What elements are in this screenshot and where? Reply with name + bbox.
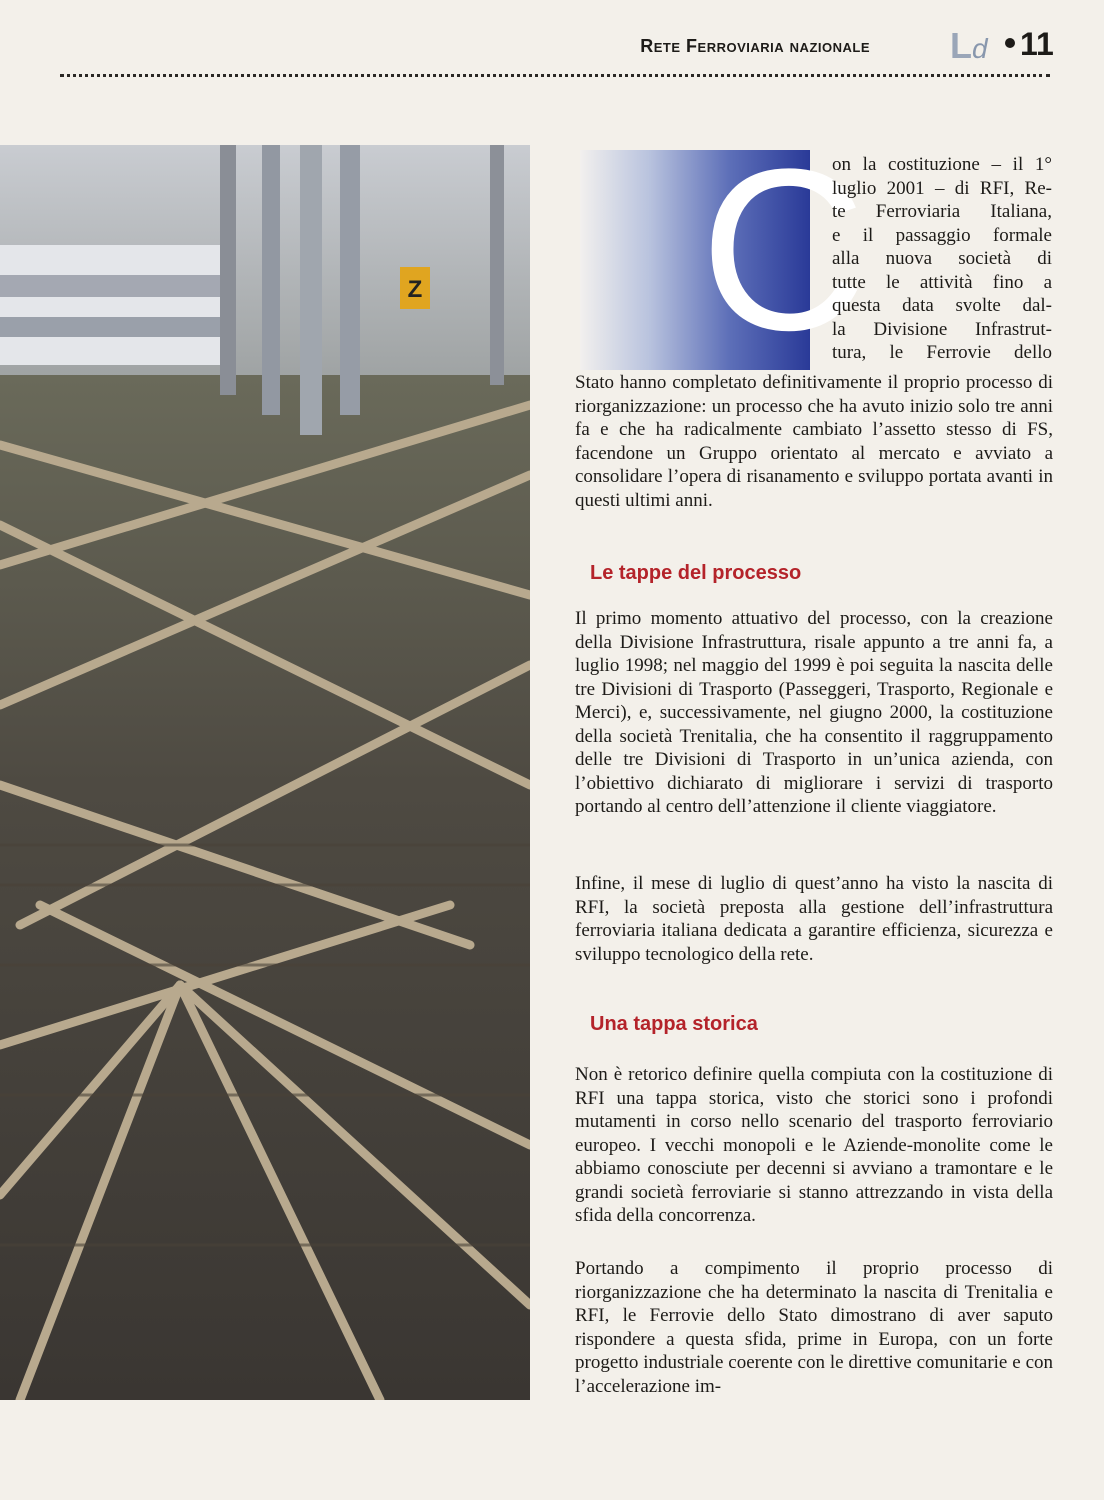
- track-sign-letter: Z: [407, 276, 423, 303]
- logo-letter-l: L: [950, 25, 972, 66]
- page-number: 11: [1020, 26, 1054, 62]
- section-title: Rete Ferroviaria nazionale: [640, 36, 870, 56]
- intro-paragraph: Stato hanno completato definitivamente il proprio processo di riorganizzazione: un processo che ha avuto inizio solo tre anni fa e che ha radicalmente cambiato l’assetto stesso di FS, facendone un Gruppo orientato al mercato e avviato a consolidare l’opera di risanamento e sviluppo portata avanti in questi ultimi anni.: [575, 372, 1053, 511]
- page-header: [60, 25, 1054, 68]
- intro-line: tutte le attività fino a: [832, 272, 1052, 293]
- intro-line: la Divisione Infrastrut-: [832, 319, 1052, 340]
- magazine-logo: [950, 25, 988, 66]
- section-heading-tappe: Le tappe del processo: [590, 562, 802, 584]
- paragraph: Il primo momento attuativo del processo, con la creazione della Divisione Infrastruttura, risale appunto a tre anni fa, a luglio 1998; nel maggio del 1999 è poi seguita la nascita delle tre Divisioni di Trasporto (Passeggeri, Trasporto, Regionale e Merci), e, successivamente, nel giugno 2000, la costituzione della società Trenitalia, che ha consentito il raggruppamento delle tre Divisioni di Trasporto in un’unica azienda, con l’obiettivo dichiarato di migliorare i servizi di trasporto portando al centro dell’attenzione il cliente viaggiatore.: [575, 608, 1053, 817]
- intro-line: luglio 2001 – di RFI, Re-: [832, 178, 1052, 199]
- bullet-separator: [1005, 38, 1015, 48]
- intro-line: e il passaggio formale: [832, 225, 1052, 246]
- dotted-rule: [60, 74, 1050, 77]
- intro-line: on la costituzione – il 1°: [832, 154, 1052, 175]
- paragraph: Infine, il mese di luglio di quest’anno ha visto la nascita di RFI, la società preposta alla gestione dell’infrastruttura ferroviaria italiana dedicata a garantire efficienza, sicurezza e sviluppo tecnologico della rete.: [575, 873, 1053, 965]
- section-heading-storica: Una tappa storica: [590, 1013, 758, 1035]
- logo-letter-d: d: [972, 33, 988, 64]
- paragraph: Non è retorico definire quella compiuta con la costituzione di RFI una tappa storica, visto che storici sono i profondi mutamenti in corso nello scenario del trasporto ferroviario europeo. I vecchi monopoli e le Aziende-monolite come le abbiamo conosciute per decenni si avviano a tramontare e le grandi società ferroviarie si stanno attrezzando in vista della sfida della concorrenza.: [575, 1064, 1053, 1226]
- intro-line: tura, le Ferrovie dello: [832, 342, 1052, 363]
- intro-line: questa data svolte dal-: [832, 295, 1052, 316]
- railway-tracks-photo: [0, 145, 530, 1400]
- intro-line: te Ferroviaria Italiana,: [832, 201, 1052, 222]
- paragraph: Portando a compimento il proprio processo di riorganizzazione che ha determinato la nascita di Trenitalia e RFI, le Ferrovie dello Stato dimostrano di aver saputo rispondere a questa sfida, prime in Europa, con un forte progetto industriale coerente con le direttive comunitarie e con l’accelerazione im-: [575, 1258, 1053, 1397]
- drop-cap: C: [700, 121, 867, 378]
- intro-line: alla nuova società di: [832, 248, 1052, 269]
